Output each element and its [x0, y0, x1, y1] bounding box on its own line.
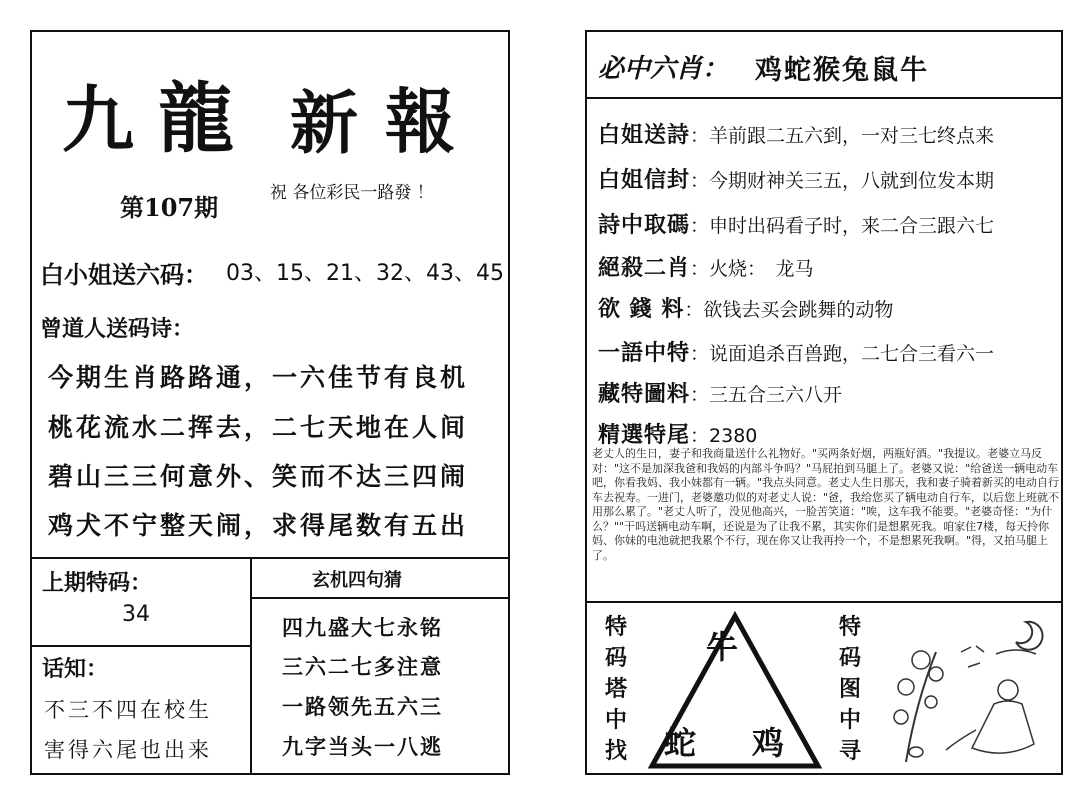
saying-line: 不三不四在校生	[44, 698, 212, 722]
info-row-value: ：申时出码看子时，来二合三跟六七	[690, 215, 995, 237]
info-row-value: ：今期财神关三五，八就到位发本期	[690, 170, 995, 192]
story-text: 老丈人的生日，妻子和我商量送什么礼物好。"买两条好烟，两瓶好酒。"我提议。老婆立马反对："这不是加深我爸和我妈的内部斗争吗？"马屁拍到马腿上了。老婆又说："给爸送一辆电动车吧，你看我妈、我小妹都有一辆。"我点头同意。老丈人生日那天，我和妻子骑着新买的电动自行车去祝寿。一进门，老婆邀功似的对老丈人说："爸，我给您买了辆电动自行车，以后您上班就不用那么累了。"老丈人听了，没见他高兴，一脸苦笑道："唉，这车我不能要。"老婆奇怪："为什么？""干吗送辆电动车啊，还说是为了让我不累，其实你们是想累死我。咱家住7楼，每天拎你妈、你妹的电池就把我累个不行，现在你又让我再拎一个，不是想累死我啊。"得，又拍马腿上了。	[592, 447, 1060, 562]
riddle-line: 四九盛大七永铭	[282, 615, 443, 640]
info-row-value: ：火烧： 龙马	[690, 258, 814, 280]
must-win-label: 必中六肖：	[598, 54, 729, 84]
triangle-left-char: 蛇	[664, 724, 697, 762]
info-row-label: 絕殺二肖	[598, 255, 691, 281]
masthead-char-2: 龍	[158, 74, 234, 163]
info-row-value: ：欲钱去买会跳舞的动物	[684, 299, 894, 321]
must-win-value: 鸡蛇猴兔鼠牛	[755, 55, 929, 86]
info-row	[598, 377, 842, 408]
info-row	[598, 118, 994, 149]
vertical-text-left: 特 码 塔 中 找	[604, 614, 627, 764]
riddle-line: 三六二七多注意	[282, 654, 443, 679]
info-row-label: 精選特尾	[598, 422, 691, 448]
info-row-label: 白姐送詩	[598, 122, 691, 148]
info-row-label: 欲 錢 料	[598, 296, 685, 322]
divider	[250, 597, 510, 599]
info-row	[598, 418, 757, 449]
masthead-char-1: 九	[62, 77, 135, 162]
issue-number: 第107期	[120, 193, 219, 222]
divider	[585, 601, 1063, 603]
last-code-label: 上期特码：	[42, 570, 153, 596]
info-row-label: 詩中取碼	[598, 212, 691, 238]
info-row	[598, 292, 893, 323]
poem-heading: 曾道人送码诗：	[40, 316, 195, 342]
info-row	[598, 336, 994, 367]
riddle-title: 玄机四句猜	[312, 570, 402, 591]
info-row-label: 藏特圖料	[598, 381, 691, 407]
info-row-label: 一語中特	[598, 340, 691, 366]
masthead-char-3: 新	[290, 84, 359, 164]
divider	[250, 557, 252, 775]
info-row-value: ：说面追杀百兽跑，二七合三看六一	[690, 343, 995, 365]
info-row-label: 白姐信封	[598, 167, 691, 193]
divider	[30, 557, 510, 559]
vertical-text-right: 特 码 图 中 寻	[838, 614, 861, 764]
poem-line: 今期生肖路路通，一六佳节有良机	[48, 363, 469, 392]
info-row-value: ：羊前跟二五六到，一对三七终点来	[690, 125, 995, 147]
slogan: 祝 各位彩民一路發 ！	[270, 183, 434, 203]
saying-label: 话知：	[42, 656, 109, 682]
poem-line: 桃花流水二挥去，二七天地在人间	[48, 413, 469, 442]
triangle-right-char: 鸡	[752, 724, 785, 762]
info-row	[598, 208, 994, 239]
divider	[585, 97, 1063, 99]
info-row	[598, 251, 814, 282]
info-row-value: ：三五合三六八开	[690, 384, 843, 406]
divider	[30, 645, 250, 647]
saying-line: 害得六尾也出来	[44, 738, 212, 762]
masthead-char-4: 報	[385, 80, 455, 163]
six-codes-label: 白小姐送六码：	[40, 260, 208, 289]
last-code-value: 34	[122, 602, 150, 627]
riddle-line: 九字当头一八逃	[282, 734, 443, 759]
info-row-value: ：2380	[690, 425, 758, 447]
triangle-top-char: 牛	[706, 628, 739, 666]
woman-flowers-illustration	[876, 612, 1056, 770]
poem-line: 碧山三三何意外、笑而不达三四闹	[48, 462, 469, 491]
info-row	[598, 163, 994, 194]
poem-line: 鸡犬不宁整天闹，求得尾数有五出	[48, 511, 469, 540]
six-codes-value: 03、15、21、32、43、45	[226, 261, 504, 286]
riddle-line: 一路领先五六三	[282, 694, 443, 719]
